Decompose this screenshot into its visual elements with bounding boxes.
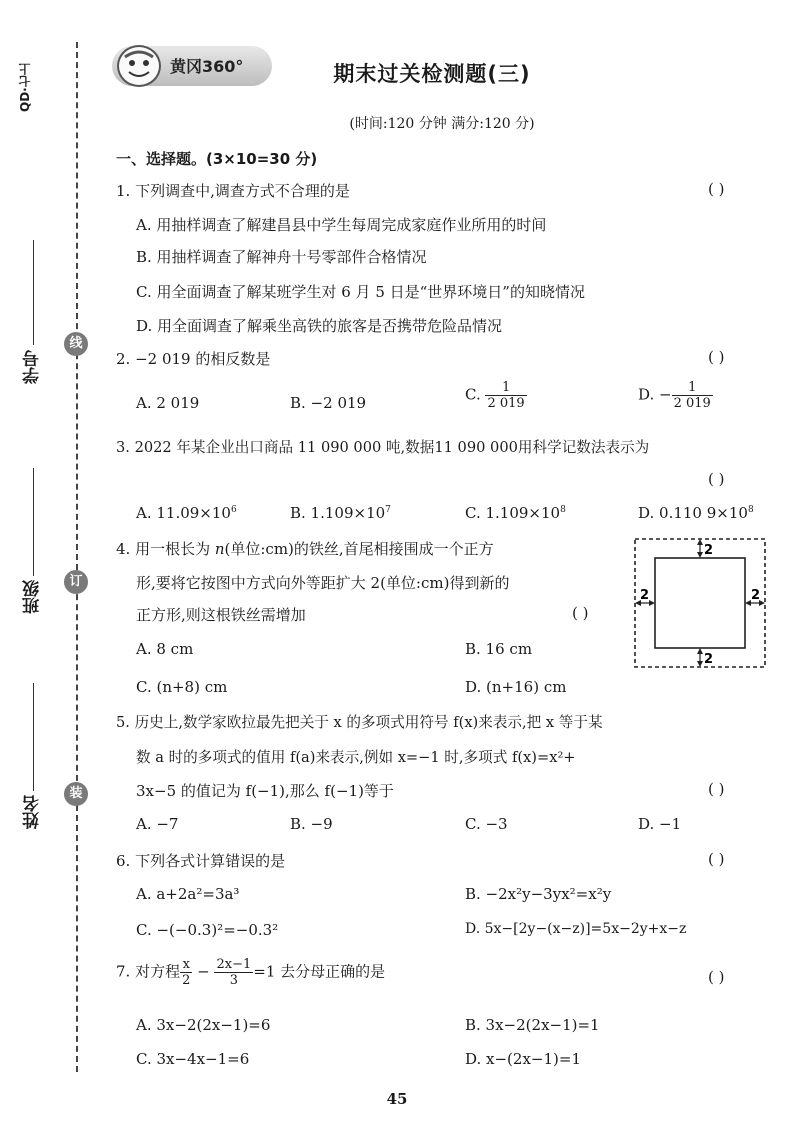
q4-option-c[interactable]: C. (n+8) cm: [136, 678, 228, 696]
q6-option-d[interactable]: D. 5x−[2y−(x−z)]=5x−2y+x−z: [465, 921, 687, 937]
fraction-denominator: 2 019: [487, 396, 525, 411]
page-title: 期末过关检测题(三): [333, 62, 531, 86]
q1-option-c[interactable]: C. 用全面调查了解某班学生对 6 月 5 日是“世界环境日”的知晓情况: [136, 283, 585, 301]
q6-stem: 6. 下列各式计算错误的是: [116, 852, 286, 870]
q3-option-c[interactable]: [465, 504, 566, 522]
q2-option-c-label: C.: [465, 385, 486, 404]
fraction-denominator: 3: [229, 973, 239, 988]
q3-option-c-exponent: 8: [560, 505, 566, 515]
q2-answer-blank[interactable]: ( ): [708, 348, 725, 366]
cut-line: [76, 42, 78, 1072]
arrowhead-left-in: [649, 600, 655, 606]
q4-answer-blank[interactable]: ( ): [572, 604, 589, 622]
fraction-numerator: 1: [672, 380, 713, 396]
q7-stem-post: =1 去分母正确的是: [253, 962, 386, 981]
arrowhead-bottom-up: [697, 648, 703, 654]
q2-option-b[interactable]: B. −2 019: [290, 394, 367, 412]
q7-fraction-1: [180, 957, 192, 988]
q4-option-b[interactable]: B. 16 cm: [465, 640, 533, 658]
seal-ding: 订: [64, 570, 88, 594]
q2-option-c[interactable]: [465, 380, 527, 411]
q2-option-c-fraction: [485, 380, 526, 411]
q5-option-b[interactable]: B. −9: [290, 815, 333, 833]
q7-answer-blank[interactable]: ( ): [708, 968, 725, 986]
q4-square-figure: [630, 535, 770, 671]
q3-option-d[interactable]: [638, 504, 754, 522]
q3-option-d-exponent: 8: [747, 505, 754, 515]
q3-option-a-base: A. 11.09×10: [136, 504, 231, 522]
student-number-label: 学号: [23, 350, 43, 384]
label-bottom: 2: [704, 652, 714, 667]
q3-option-d-base: D. 0.110 9×10: [638, 504, 748, 522]
q7-fraction-2: [214, 957, 253, 988]
inner-square: [655, 558, 745, 648]
q7-option-b[interactable]: B. 3x−2(2x−1)=1: [465, 1016, 600, 1034]
q3-option-a[interactable]: [136, 504, 237, 522]
q4-variable-n: n: [214, 540, 225, 558]
q5-stem-line2: 数 a 时的多项式的值用 f(a)来表示,例如 x=−1 时,多项式 f(x)=x²+: [136, 749, 576, 766]
q2-option-a[interactable]: A. 2 019: [136, 394, 200, 412]
q7-option-a[interactable]: A. 3x−2(2x−1)=6: [136, 1016, 271, 1034]
label-right: 2: [751, 588, 761, 603]
q5-option-a[interactable]: A. −7: [136, 815, 179, 833]
q3-option-b-base: B. 1.109×10: [290, 504, 386, 522]
q3-answer-blank[interactable]: ( ): [708, 470, 725, 488]
q2-option-d-fraction: [672, 380, 713, 411]
q7-stem-pre: 7. 对方程: [116, 962, 181, 981]
q1-option-b[interactable]: B. 用抽样调查了解神舟十号零部件合格情况: [136, 248, 427, 266]
arrowhead-bottom-down: [697, 661, 703, 667]
label-top: 2: [704, 543, 714, 558]
q6-option-a[interactable]: A. a+2a²=3a³: [136, 885, 240, 903]
q1-option-a[interactable]: A. 用抽样调查了解建昌县中学生每周完成家庭作业所用的时间: [136, 216, 547, 234]
arrowhead-top-down: [697, 552, 703, 558]
q4-stem-post: (单位:cm)的铁丝,首尾相接围成一个正方: [224, 540, 494, 558]
q1-answer-blank[interactable]: ( ): [708, 180, 725, 198]
arrowhead-top-up: [697, 539, 703, 545]
q2-option-d[interactable]: [638, 380, 713, 411]
exam-info: (时间:120 分钟 满分:120 分): [349, 116, 535, 132]
q7-minus: −: [192, 962, 215, 981]
q2-stem: 2. −2 019 的相反数是: [116, 350, 271, 368]
q4-option-a[interactable]: A. 8 cm: [136, 640, 194, 658]
seal-zhuang: 装: [64, 782, 88, 806]
fraction-numerator: x: [180, 957, 192, 973]
q7-option-c[interactable]: C. 3x−4x−1=6: [136, 1050, 250, 1068]
q2-option-d-label: D. −: [638, 385, 672, 404]
fraction-denominator: 2 019: [673, 396, 711, 411]
q3-stem: 3. 2022 年某企业出口商品 11 090 000 吨,数据11 090 000用科学记数法表示为: [116, 439, 650, 456]
q4-stem-pre: 4. 用一根长为: [116, 540, 215, 558]
q3-option-a-exponent: 6: [230, 505, 237, 515]
q6-answer-blank[interactable]: ( ): [708, 850, 725, 868]
q4-stem-line2: 形,要将它按图中方式向外等距扩大 2(单位:cm)得到新的: [136, 574, 510, 592]
q6-option-b[interactable]: B. −2x²y−3yx²=x²y: [465, 885, 612, 903]
q5-stem-line3: 3x−5 的值记为 f(−1),那么 f(−1)等于: [136, 782, 394, 800]
fraction-numerator: 1: [485, 380, 526, 396]
fraction-numerator: 2x−1: [216, 957, 252, 972]
q6-option-c[interactable]: C. −(−0.3)²=−0.3²: [136, 921, 279, 939]
section-heading: 一、选择题。(3×10=30 分): [116, 150, 318, 168]
q4-option-d[interactable]: D. (n+16) cm: [465, 678, 567, 696]
class-label: 班级: [23, 580, 43, 614]
q7-option-d[interactable]: D. x−(2x−1)=1: [465, 1050, 581, 1068]
logo-text: 黄冈360°: [170, 57, 244, 76]
q5-stem-line1: 5. 历史上,数学家欧拉最先把关于 x 的多项式用符号 f(x)来表示,把 x 等于某: [116, 714, 603, 731]
name-label: 姓名: [23, 795, 43, 829]
q3-option-b-exponent: 7: [385, 505, 391, 515]
class-field[interactable]: [33, 468, 34, 576]
q7-stem: [116, 957, 385, 988]
label-left: 2: [640, 588, 650, 603]
q4-stem-line3: 正方形,则这根铁丝需增加: [136, 606, 306, 624]
student-number-field[interactable]: [33, 240, 34, 345]
q5-option-c[interactable]: C. −3: [465, 815, 508, 833]
margin-edition-code: QD·七上: [18, 63, 32, 113]
name-field[interactable]: [33, 683, 34, 791]
q3-option-b[interactable]: [290, 504, 391, 522]
q5-answer-blank[interactable]: ( ): [708, 780, 725, 798]
q3-option-c-base: C. 1.109×10: [465, 504, 561, 522]
seal-xian: 线: [64, 332, 88, 356]
q4-stem-line1: [116, 538, 494, 559]
q5-option-d[interactable]: D. −1: [638, 815, 682, 833]
fraction-denominator: 2: [182, 973, 191, 988]
q1-option-d[interactable]: D. 用全面调查了解乘坐高铁的旅客是否携带危险品情况: [136, 317, 503, 335]
q1-stem: 1. 下列调查中,调查方式不合理的是: [116, 182, 350, 200]
page-number: 45: [386, 1090, 408, 1108]
